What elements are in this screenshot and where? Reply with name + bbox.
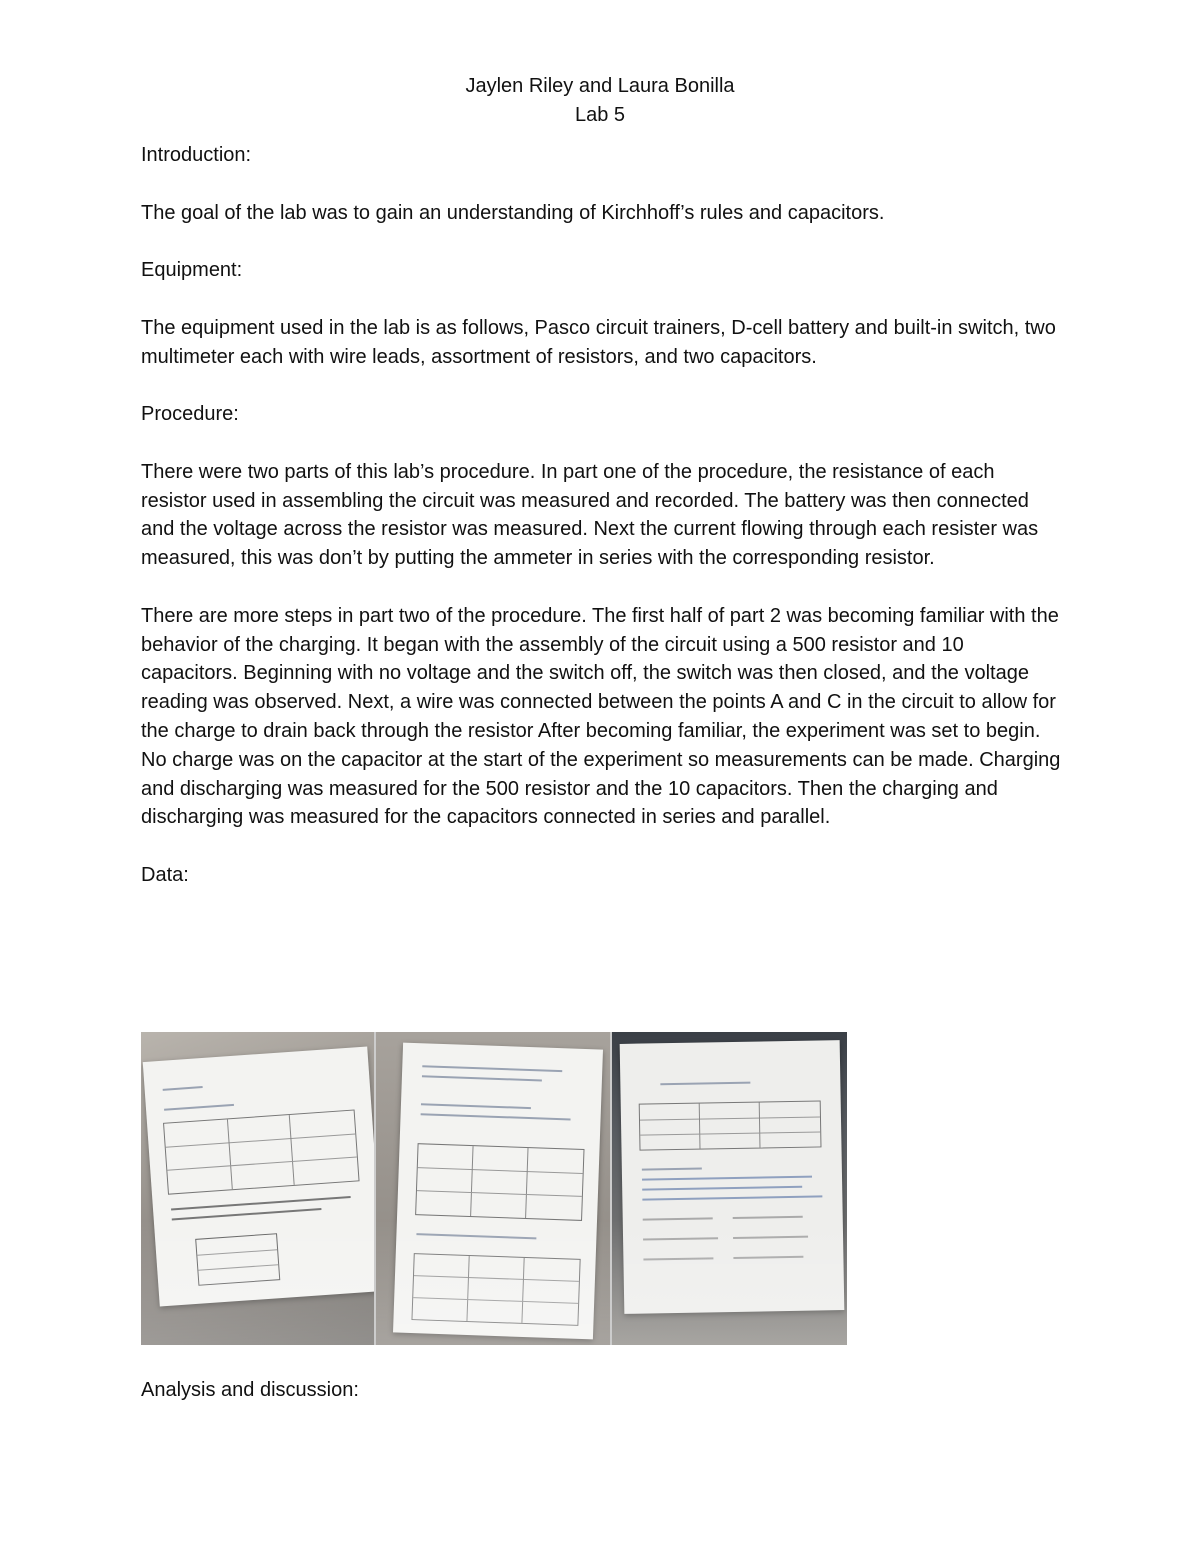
data-photo-part3 [610,1032,847,1345]
data-photo-part2 [374,1032,611,1345]
lab-title: Lab 5 [574,104,626,126]
introduction-heading: Introduction: [141,144,252,166]
data-photos [141,1032,847,1345]
document-body [141,141,1061,890]
data-photo-part1 [141,1032,374,1345]
authors-line: Jaylen Riley and Laura Bonilla [465,75,735,97]
data-heading: Data: [141,863,189,886]
document-header [0,72,1200,130]
equipment-heading: Equipment: [141,259,243,282]
equipment-text: The equipment used in the lab is as follows, Pasco circuit trainers, D-cell battery and built-in switch, two multimeter each with wire leads, assortment of resistors, and two capacitors. [141,316,1056,368]
introduction-text: The goal of the lab was to gain an understanding of Kirchhoff’s rules and capacitors. [141,201,885,224]
analysis-heading: Analysis and discussion: [141,1379,359,1401]
procedure-heading: Procedure: [141,403,239,426]
procedure-paragraph-2: There are more steps in part two of the procedure. The first half of part 2 was becoming familiar with the behavior of the charging. It began with the assembly of the circuit using a 500 resistor and 10 capacitors. Beginning with no voltage and the switch off, the switch was then closed, and the voltage reading was observed. Next, a wire was connected between the points A and C in the circuit to allow for the charge to drain back through the resistor After becoming familiar, the experiment was set to begin. No charge was on the capacitor at the start of the experiment so measurements can be made. Charging and discharging was measured for the 500 resistor and the 10 capacitors. Then the charging and discharging was measured for the capacitors connected in series and parallel. [141,604,1061,829]
procedure-paragraph-1: There were two parts of this lab’s procedure. In part one of the procedure, the resistance of each resistor used in assembling the circuit was measured and recorded. The battery was then connected and the voltage across the resistor was measured. Next the current flowing through each resister was measured, this was don’t by putting the ammeter in series with the corresponding resistor. [141,460,1039,570]
